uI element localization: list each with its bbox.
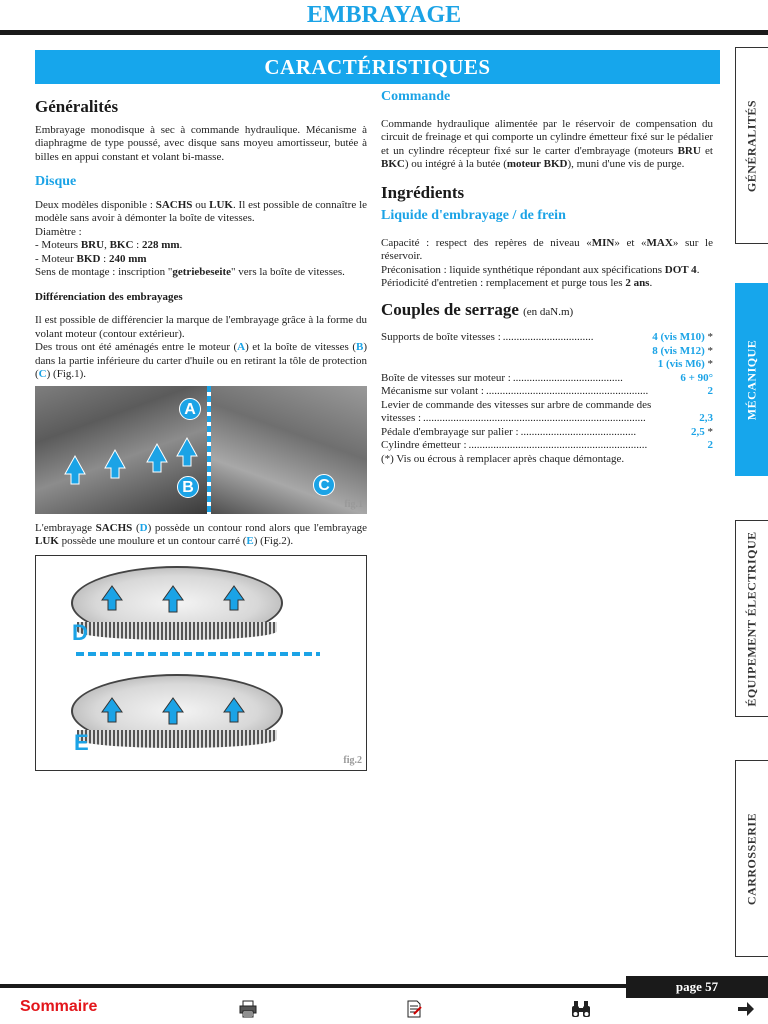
- print-icon[interactable]: [238, 1000, 258, 1018]
- torque-row: Pédale d'embrayage sur palier : .......................................... 2,5 *: [381, 425, 713, 438]
- figure-label-a: A: [179, 398, 201, 420]
- figure-label-d: D: [72, 619, 88, 645]
- figure-label-b: B: [177, 476, 199, 498]
- heading-ingredients: Ingrédients: [381, 182, 465, 202]
- torque-row: vitesses : ................................................................................. 2,3: [381, 412, 713, 424]
- right-column: [381, 90, 713, 466]
- document-icon[interactable]: [404, 1000, 424, 1018]
- torque-row: Cylindre émetteur : ................................................................. 2: [381, 439, 713, 451]
- figure-label-e: E: [74, 729, 89, 755]
- heading-commande: Commande: [381, 89, 451, 104]
- torque-row: 1 (vis M6) *: [657, 358, 713, 370]
- figure-2-caption: fig.2: [343, 755, 362, 766]
- torque-note: (*) Vis ou écrous à remplacer après chaque démontage.: [381, 452, 625, 465]
- left-column: [35, 97, 368, 771]
- header-divider: [0, 30, 768, 35]
- binoculars-icon[interactable]: [570, 1000, 590, 1018]
- commande-text: Commande hydraulique alimentée par le réservoir de compensation du circuit de freinage et qui comporte un cylindre émetteur fixé sur le pédalier et un cylindre récepteur fixé sur le carter d'embrayage (moteurs BRU et BKC) ou intégré à la butée (moteur BKD), muni d'une vis de purge.: [381, 117, 713, 170]
- torque-row: Supports de boîte vitesses : ................................. 4 (vis M10) *: [381, 331, 713, 343]
- heading-generalites: Généralités: [35, 97, 119, 116]
- figure-2-illustration: [35, 555, 367, 771]
- heading-liquide: Liquide d'embrayage / de frein: [381, 208, 566, 223]
- liquide-text: Capacité : respect des repères de niveau «MIN» et «MAX» sur le réservoir. Préconisation : liquide synthétique répondant aux spécifications DOT 4. Périodicité d'entretien : remplacement et purge tous les 2 ans.: [381, 236, 713, 289]
- figure-label-c: C: [313, 474, 335, 496]
- document-title: EMBRAYAGE: [306, 2, 462, 28]
- figure-1-caption: fig.1: [344, 499, 363, 510]
- tab-carrosserie[interactable]: CARROSSERIE: [735, 760, 768, 957]
- torque-row: 8 (vis M12) *: [652, 344, 713, 357]
- differenciation-text: Il est possible de différencier la marque de l'embrayage grâce à la forme du volant moteur (contour extérieur). Des trous ont été aménagés entre le moteur (A) et la boîte de vitesses (B) dans la partie inférieure du carter d'huile ou en retirant la tôle de protection (C) (Fig.1).: [35, 314, 367, 380]
- section-banner: CARACTÉRISTIQUES: [35, 50, 720, 84]
- tab-mecanique[interactable]: MÉCANIQUE: [735, 283, 768, 476]
- generalites-text: Embrayage monodisque à sec à commande hydraulique. Mécanisme à diaphragme de type poussé, avec disque sans moyeu amortisseur, butée à billes en appui constant et volant bi-masse.: [35, 123, 367, 163]
- torque-row: Mécanisme sur volant : ........................................................... 2: [381, 385, 713, 397]
- torque-row: Boîte de vitesses sur moteur : ........................................ 6 + 90°: [381, 371, 713, 384]
- figure-2-divider: [76, 652, 320, 656]
- next-page-arrow-icon[interactable]: [736, 1000, 756, 1018]
- disque-text: Deux modèles disponible : SACHS ou LUK. Il est possible de connaître le modèle sans avoir à démonter la boîte de vitesses. Diamètre : - Moteurs BRU, BKC : 228 mm. - Moteur BKD : 240 mm Sens de montage : inscription "getriebeseite" vers la boîte de vitesses.: [35, 198, 368, 278]
- page-number: page 57: [626, 976, 768, 998]
- heading-couples: Couples de serrage (en daN.m): [381, 299, 574, 319]
- heading-disque: Disque: [35, 174, 77, 189]
- torque-row: Levier de commande des vitesses sur arbre de commande des: [381, 398, 652, 411]
- figure-1-photo: [35, 386, 367, 514]
- sommaire-link[interactable]: Sommaire: [20, 998, 98, 1015]
- tab-generalites[interactable]: GÉNÉRALITÉS: [735, 47, 768, 244]
- tab-equipement-electrique[interactable]: ÉQUIPEMENT ÉLECTRIQUE: [735, 520, 768, 717]
- sachs-luk-text: L'embrayage SACHS (D) possède un contour rond alors que l'embrayage LUK possède une moulure et un contour carré (E) (Fig.2).: [35, 521, 367, 547]
- heading-differenciation: Différenciation des embrayages: [35, 290, 183, 303]
- torque-table: [381, 331, 713, 466]
